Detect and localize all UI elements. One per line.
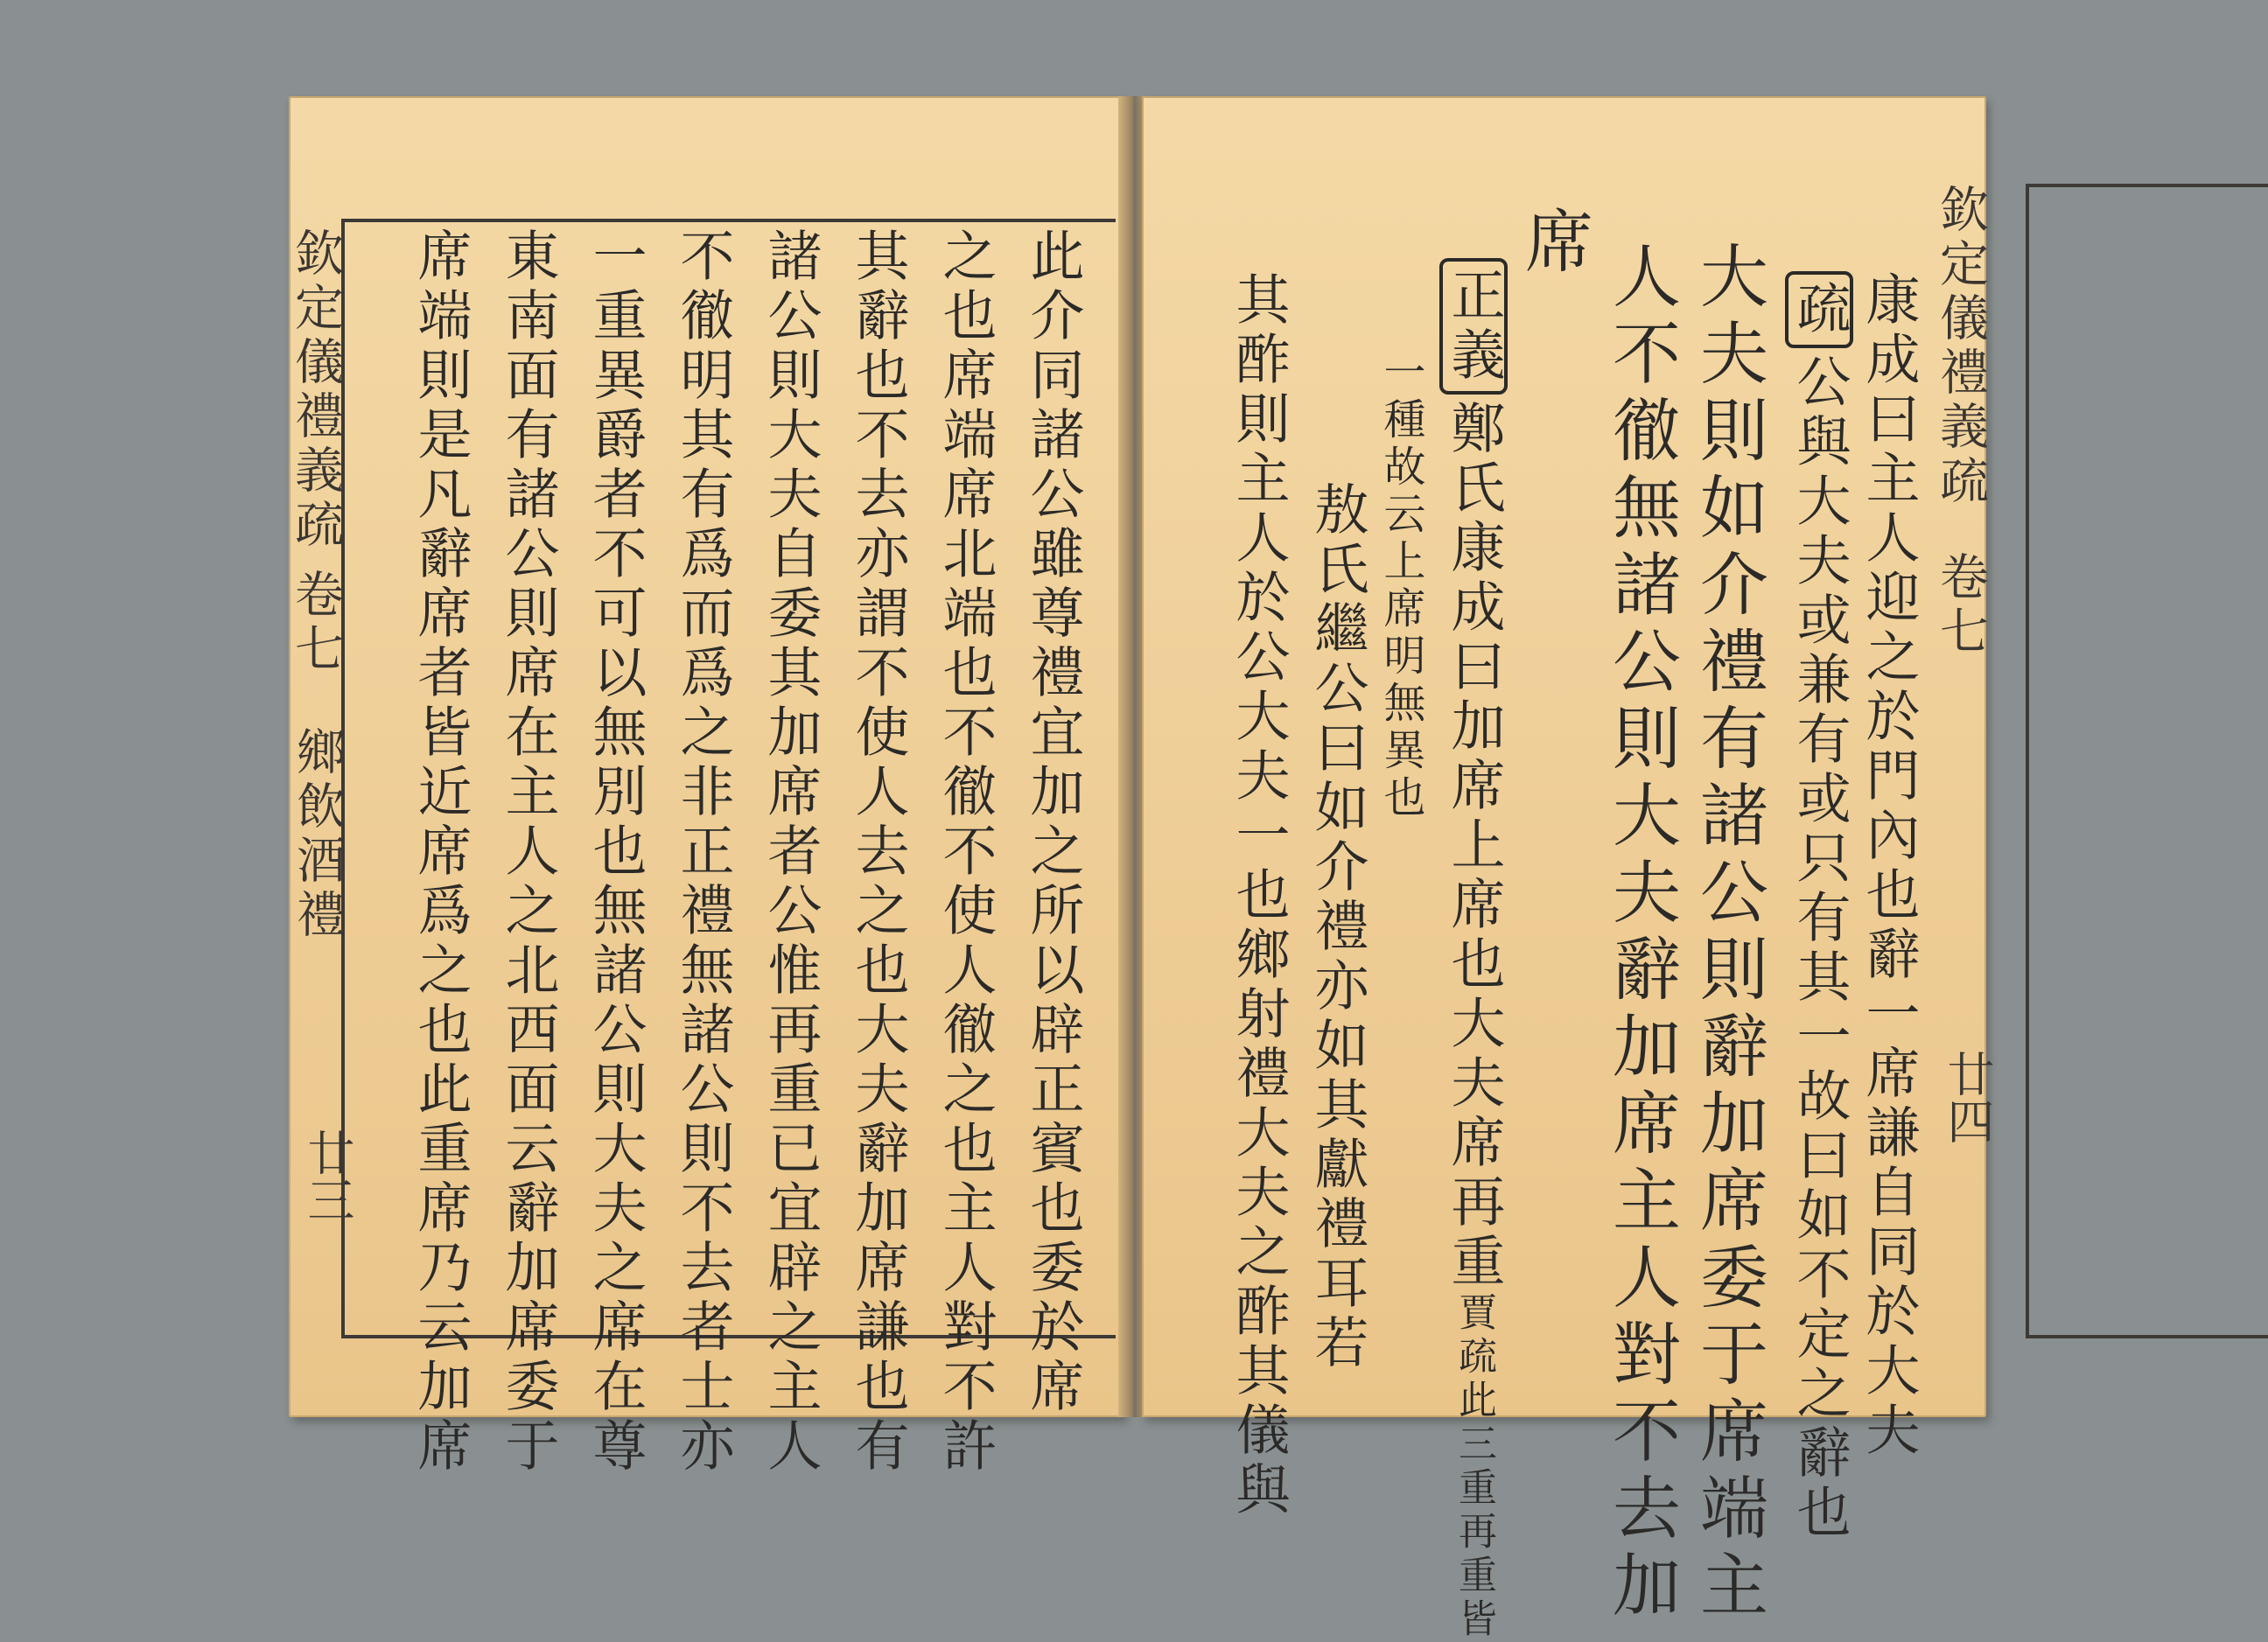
left-column-8: 席端則是凡辭席者皆近席爲之也此重席乃云加席	[409, 227, 472, 1477]
left-column-3: 其辭也不去亦謂不使人去之也大夫辭加席謙也有	[846, 227, 910, 1477]
left-edge-title: 欽定儀禮義疏	[287, 227, 344, 553]
zhengyi-marker: 正義	[1439, 258, 1508, 395]
right-edge-title: 欽定儀禮義疏	[1932, 184, 1989, 509]
right-column-8: 敖氏繼公曰如介禮亦如其獻禮耳若	[1306, 481, 1369, 1373]
right-page	[1142, 96, 1995, 1642]
commentary-marker: 疏	[1785, 271, 1853, 348]
right-column-2-text: 公與大夫或兼有或只有其一故曰如不定之辭也	[1788, 353, 1852, 1543]
right-column-2	[1785, 271, 1853, 1543]
right-column-9: 其酢則主人於公大夫一也鄉射禮大夫之酢其儀與	[1227, 271, 1291, 1520]
open-book	[287, 96, 1995, 1642]
right-page-number: 廿四	[1940, 1050, 1995, 1144]
right-column-6	[1439, 258, 1508, 1642]
right-column-3: 大夫則如介禮有諸公則辭加席委于席端主	[1689, 241, 1768, 1626]
left-page	[287, 96, 1124, 1477]
right-column-6-extra: 賈疏此三重再重皆	[1452, 1292, 1496, 1642]
left-column-4: 諸公則大夫自委其加席者公惟再重已宜辟之主人	[759, 227, 822, 1477]
left-column-6: 一重異爵者不可以無別也無諸公則大夫之席在尊	[584, 227, 648, 1477]
left-page-number: 廿三	[300, 1128, 355, 1223]
right-page-frame	[2026, 184, 2268, 1338]
left-column-1: 此介同諸公雖尊禮宜加之所以辟正賓也委於席	[1021, 227, 1085, 1417]
left-column-5: 不徹明其有爲而爲之非正禮無諸公則不去者士亦	[671, 227, 735, 1477]
right-column-6-text: 鄭氏康成曰加席上席也大夫席再重	[1442, 400, 1506, 1292]
left-edge-section: 鄉飲酒禮	[289, 726, 346, 943]
right-column-1: 康成曰主人迎之於門內也辭一席謙自同於大夫	[1857, 271, 1921, 1461]
right-column-7: 一種故云上席明無異也	[1376, 350, 1425, 822]
right-column-5: 席	[1514, 206, 1592, 283]
left-column-2: 之也席端席北端也不徹不使人徹之也主人對不許	[934, 227, 998, 1477]
left-column-7: 東南面有諸公則席在主人之北西面云辭加席委于	[496, 227, 560, 1477]
right-column-4: 人不徹無諸公則大夫辭加席主人對不去加	[1601, 241, 1680, 1626]
right-edge-chapter: 卷七	[1932, 551, 1989, 660]
left-edge-chapter: 卷七	[287, 569, 344, 677]
